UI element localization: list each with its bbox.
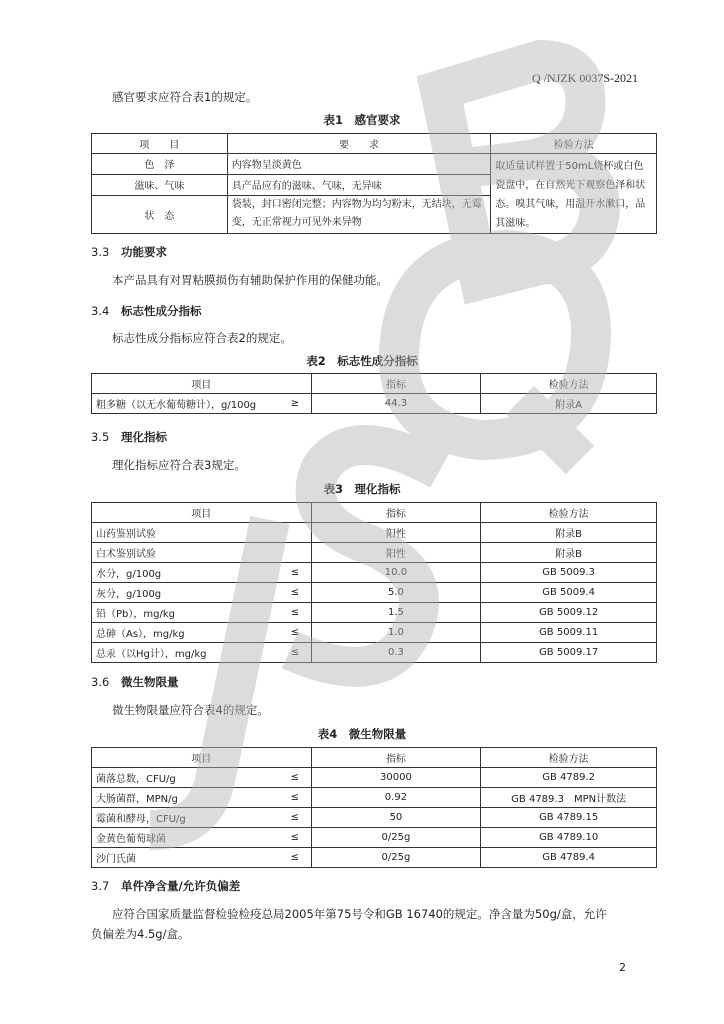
- table3-cell-value: 1.5: [311, 603, 481, 623]
- table2-header-value: 指标: [311, 374, 481, 394]
- section-3-3-text: 本产品具有对胃粘膜损伤有辅助保护作用的保健功能。: [112, 273, 388, 287]
- table4-cell-sym: ≤: [279, 848, 311, 868]
- table4-cell-sym: ≤: [279, 828, 311, 848]
- table4-header-method: 检验方法: [481, 748, 657, 768]
- table3-cell-value: 0.3: [311, 643, 481, 663]
- table3-cell-item: 总汞（以Hg计），mg/kg: [92, 643, 280, 663]
- table1-cell-req: 袋装，封口密闭完整；内容物为均匀粉末，无结块，无霉变，无正常视力可见外来异物: [227, 195, 491, 233]
- table1-header-item: 项 目: [92, 134, 228, 154]
- table3-cell-method: GB 5009.4: [481, 583, 657, 603]
- section-3-3-heading: [91, 244, 167, 260]
- table3-cell-method: GB 5009.3: [481, 563, 657, 583]
- table2-cell-symbol: ≥: [279, 394, 311, 414]
- table2-cell-item: 粗多糖（以无水葡萄糖计），g/100g: [92, 394, 280, 414]
- table1-cell-item: 色 泽: [92, 154, 228, 175]
- table3-row: [92, 643, 657, 663]
- section-title: 标志性成分指标: [121, 304, 202, 318]
- section-title: 微生物限量: [121, 675, 179, 689]
- table3-cell-method: 附录B: [481, 543, 657, 563]
- section-3-5-heading: [91, 429, 167, 445]
- table4-row: [92, 848, 657, 868]
- table4-cell-value: 50: [311, 808, 481, 828]
- table1-cell-req: 内容物呈淡黄色: [227, 154, 491, 175]
- table3-cell-method: GB 5009.17: [481, 643, 657, 663]
- table4-cell-value: 0/25g: [311, 828, 481, 848]
- table4-cell-sym: ≤: [279, 768, 311, 788]
- table3-cell-sym: [279, 523, 311, 543]
- table1-header-req: 要 求: [227, 134, 491, 154]
- table3-cell-value: 阳性: [311, 523, 481, 543]
- table4-row: [92, 828, 657, 848]
- table2-caption: 表2 标志性成分指标: [306, 354, 418, 368]
- table4-row: [92, 788, 657, 808]
- table3-cell-value: 1.0: [311, 623, 481, 643]
- section-3-7-line1: 应符合国家质量监督检验检疫总局2005年第75号令和GB 16740的规定。净含量为50g/盒，允许: [112, 907, 607, 921]
- section-3-6-heading: [91, 674, 179, 690]
- page-number: 2: [619, 961, 626, 974]
- table3-row: [92, 583, 657, 603]
- table3-cell-value: 5.0: [311, 583, 481, 603]
- section-number: 3.6: [91, 675, 110, 689]
- table3-caption: 表3 理化指标: [323, 482, 401, 496]
- section-3-7-line2: 负偏差为4.5g/盒。: [91, 927, 190, 941]
- table4-cell-item: 沙门氏菌: [92, 848, 280, 868]
- table3-cell-sym: ≤: [279, 583, 311, 603]
- table3-cell-value: 阳性: [311, 543, 481, 563]
- table3-header-item: 项目: [92, 503, 312, 523]
- table4-header-item: 项目: [92, 748, 312, 768]
- table2-header-item: 项目: [92, 374, 312, 394]
- table4-cell-value: 30000: [311, 768, 481, 788]
- table4-cell-value: 0.92: [311, 788, 481, 808]
- table1-cell-item: 滋味、气味: [92, 174, 228, 195]
- table3-row: [92, 623, 657, 643]
- standard-code: Q /NJZK 0037S-2021: [531, 71, 638, 85]
- table3-header-method: 检验方法: [481, 503, 657, 523]
- table3-header-value: 指标: [311, 503, 481, 523]
- table4-microbial: [91, 747, 657, 868]
- table3-cell-item: 白术鉴别试验: [92, 543, 280, 563]
- table3-row: [92, 543, 657, 563]
- table2-cell-method: 附录A: [481, 394, 657, 414]
- section-3-4-heading: [91, 303, 202, 319]
- table4-cell-method: GB 4789.2: [481, 768, 657, 788]
- table1-sensory: [91, 133, 657, 234]
- table1-header-method: 检验方法: [491, 134, 657, 154]
- table2-marker: [91, 373, 657, 414]
- section-number: 3.4: [91, 304, 110, 318]
- table4-cell-item: 霉菌和酵母，CFU/g: [92, 808, 280, 828]
- table3-cell-item: 灰分，g/100g: [92, 583, 280, 603]
- table4-cell-sym: ≤: [279, 808, 311, 828]
- section-number: 3.7: [91, 879, 110, 893]
- table4-cell-method: GB 4789.10: [481, 828, 657, 848]
- table1-cell-req: 具产品应有的滋味、气味，无异味: [227, 174, 491, 195]
- section-3-5-text: 理化指标应符合表3规定。: [112, 458, 246, 472]
- table3-cell-method: GB 5009.11: [481, 623, 657, 643]
- section-title: 单件净含量/允许负偏差: [121, 879, 241, 893]
- section-3-4-text: 标志性成分指标应符合表2的规定。: [112, 331, 292, 345]
- section-title: 理化指标: [121, 430, 167, 444]
- table4-cell-item: 菌落总数，CFU/g: [92, 768, 280, 788]
- section-3-7-heading: [91, 878, 240, 894]
- table3-row: [92, 523, 657, 543]
- table4-cell-method: GB 4789.3 MPN计数法: [481, 788, 657, 808]
- table3-cell-sym: ≤: [279, 603, 311, 623]
- table3-physchem: [91, 502, 657, 663]
- table3-cell-sym: ≤: [279, 623, 311, 643]
- table3-cell-sym: ≤: [279, 563, 311, 583]
- table4-caption: 表4 微生物限量: [317, 727, 407, 741]
- table2-cell-value: 44.3: [311, 394, 481, 414]
- section-number: 3.5: [91, 430, 110, 444]
- table3-cell-sym: ≤: [279, 643, 311, 663]
- table4-row: [92, 768, 657, 788]
- table2-header-method: 检验方法: [481, 374, 657, 394]
- table3-cell-value: 10.0: [311, 563, 481, 583]
- table4-cell-item: 大肠菌群，MPN/g: [92, 788, 280, 808]
- table4-cell-sym: ≤: [279, 788, 311, 808]
- section-number: 3.3: [91, 245, 110, 259]
- table3-cell-method: GB 5009.12: [481, 603, 657, 623]
- table1-cell-item: 状 态: [92, 195, 228, 233]
- table3-cell-item: 总砷（As），mg/kg: [92, 623, 280, 643]
- table3-row: [92, 563, 657, 583]
- table3-row: [92, 603, 657, 623]
- intro-sensory-text: 感官要求应符合表1的规定。: [112, 90, 258, 104]
- table3-cell-sym: [279, 543, 311, 563]
- table3-cell-item: 铅（Pb），mg/kg: [92, 603, 280, 623]
- table3-cell-method: 附录B: [481, 523, 657, 543]
- table1-caption: 表1 感官要求: [323, 113, 401, 127]
- table4-row: [92, 808, 657, 828]
- table3-cell-item: 山药鉴别试验: [92, 523, 280, 543]
- table3-cell-item: 水分，g/100g: [92, 563, 280, 583]
- table4-cell-method: GB 4789.4: [481, 848, 657, 868]
- section-3-6-text: 微生物限量应符合表4的规定。: [112, 703, 269, 717]
- table1-cell-method: 取适量试样置于50mL烧杯或白色瓷盘中，在自然光下观察色泽和状态。嗅其气味，用温开水漱口，品其滋味。: [491, 154, 657, 234]
- table4-cell-value: 0/25g: [311, 848, 481, 868]
- section-title: 功能要求: [121, 245, 167, 259]
- table4-cell-method: GB 4789.15: [481, 808, 657, 828]
- table4-cell-item: 金黄色葡萄球菌: [92, 828, 280, 848]
- table4-header-value: 指标: [311, 748, 481, 768]
